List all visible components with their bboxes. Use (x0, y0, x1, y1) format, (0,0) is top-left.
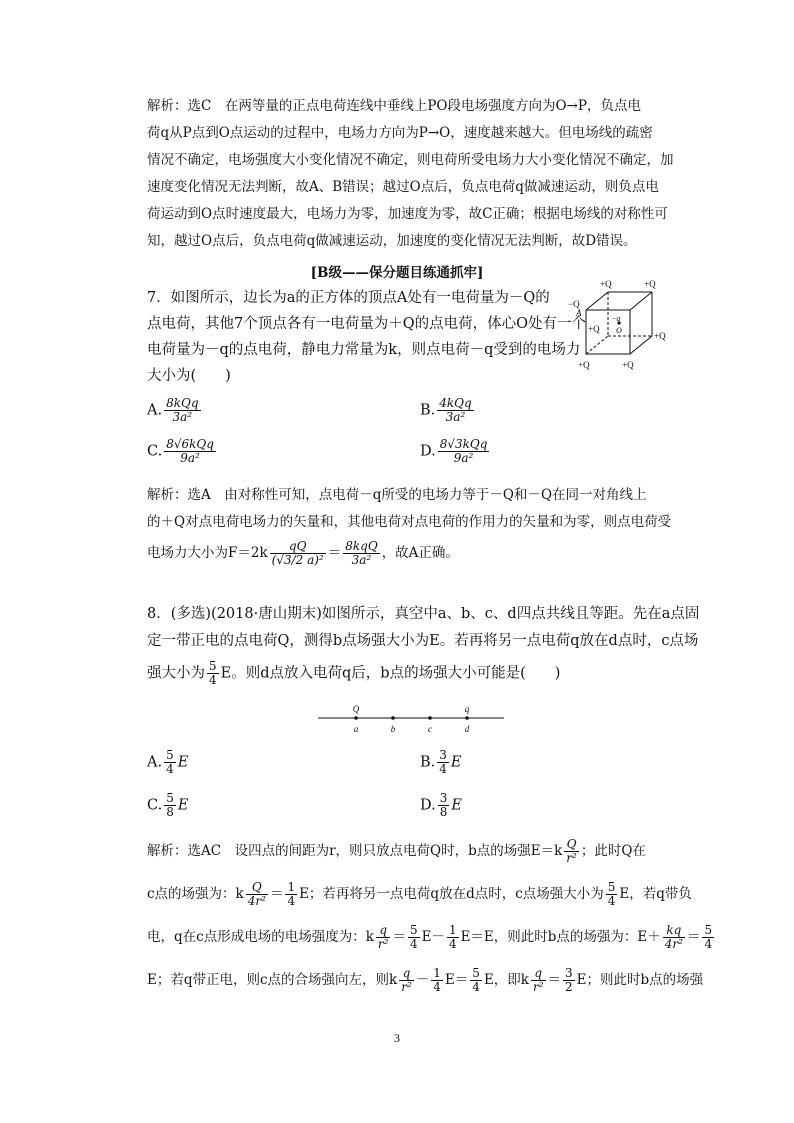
q7-line1: 7．如图所示，边长为a的正方体的顶点A处有一电荷量为－Q的 (147, 290, 550, 306)
analysis6-line6: 知，越过O点后，负点电荷q做减速运动，加速度的变化情况无法判断，故D错误。 (147, 233, 637, 249)
q8-line1: 8．(多选)(2018·唐山期末)如图所示，真空中a、b、c、d四点共线且等距。先在a点固 (147, 606, 700, 622)
q8-analysis-line4: E；若q带正电，则c点的合场强向左，则k $\frac{q}{\text{r²}}$ － $\frac{1}{4}$ E＝ $\frac{5}{4}$ E，即k $\frac{q}{\text{r²}}$ ＝ $\frac{3}{2}$ E；则此时b点的场强 (147, 966, 704, 994)
q7-analysis-line3: 电场力大小为F＝2k $\frac{qQ}{\text{(√3/2 a)²}}$ ＝ $\frac{\text{8kqQ}}{\text{3a²}}$ ，故A正确。 (147, 539, 459, 567)
cube-label-left-q: −Q (568, 299, 580, 309)
point-a-label: a (353, 724, 359, 734)
point-d-label: d (464, 724, 470, 734)
q7-option-d[interactable]: D. $\frac{\text{8√3kQq}}{\text{9a²}}$ (420, 437, 488, 465)
q8-option-c[interactable]: C. $\frac{5}{8}$ E (147, 791, 189, 819)
cube-label-bot-q2: +Q (622, 360, 634, 370)
cube-label-o: O (616, 326, 622, 335)
analysis6-line3: 情况不确定，电场强度大小变化情况不确定，则电荷所受电场力大小变化情况不确定，加 (147, 152, 674, 168)
page-number: 3 (394, 1031, 400, 1045)
q8-analysis-line3: 电，q在c点形成电场的电场强度为：k $\frac{q}{\text{r²}}$ ＝ $\frac{5}{4}$ E－ $\frac{1}{4}$ E＝E，则此时b点的场强为：E＋ $\frac{kq}{\text{4r²}}$ ＝ $\frac{5}{4}$ (147, 923, 713, 951)
q7-line3: 电荷量为－q的点电荷，静电力常量为k，则点电荷－q受到的电场力 (147, 342, 581, 358)
q7-option-a[interactable]: A. $\frac{\text{8kQq}}{\text{3a²}}$ (147, 396, 199, 424)
cube-label-top-q2: +Q (644, 279, 656, 289)
line-figure (318, 700, 504, 738)
cube-label-bot-q1: +Q (578, 360, 590, 370)
analysis6-line4: 速度变化情况无法判断，故A、B错误；越过O点后，负点电荷q做减速运动，则负点电 (147, 179, 659, 195)
cube-label-top-q1: +Q (600, 279, 612, 289)
q7-option-b[interactable]: B. $\frac{\text{4kQq}}{\text{3a²}}$ (420, 396, 472, 424)
q8-analysis-line1: 解析：选AC 设四点的间距为r，则只放点电荷Q时，b点的场强E＝k $\frac{Q}{\text{r²}}$ ；此时Q在 (147, 837, 646, 865)
q8-option-a[interactable]: A. $\frac{5}{4}$ E (147, 748, 189, 776)
q8-option-b[interactable]: B. $\frac{3}{4}$ E (420, 748, 462, 776)
q8-line3: 强大小为 $\frac{5}{4}$ E。则d点放入电荷q后，b点的场强大小可能是( ) (147, 659, 561, 687)
analysis6-line2: 荷q从P点到O点运动的过程中，电场力方向为P→O，速度越来越大。但电场线的疏密 (147, 125, 653, 141)
analysis6-line1: 解析：选C 在两等量的正点电荷连线中垂线上PO段电场强度方向为O→P，负点电 (147, 98, 641, 114)
cube-label-mid-q: +Q (588, 324, 600, 334)
cube-figure (566, 276, 670, 372)
q7-line4: 大小为( ) (147, 368, 231, 384)
line-label-q: q (464, 704, 470, 714)
analysis6-line5: 荷运动到O点时速度最大，电场力为零，加速度为零，故C正确；根据电场线的对称性可 (147, 206, 668, 222)
section-title: [B级——保分题目练通抓牢] (310, 265, 484, 281)
q8-line2: 定一带正电的点电荷Q，测得b点场强大小为E。若再将另一点电荷q放在d点时，c点场 (147, 633, 699, 649)
q8-analysis-line2: c点的场强为：k $\frac{Q}{\text{4r²}}$ ＝ $\frac{1}{4}$ E；若再将另一点电荷q放在d点时，c点场强大小为 $\frac{5}{4}$ E，若q带负 (147, 880, 692, 908)
cube-label-q: −q (611, 314, 621, 323)
q8-option-d[interactable]: D. $\frac{3}{8}$ E (420, 791, 462, 819)
cube-label-a: A (576, 308, 582, 318)
point-c-label: c (428, 724, 432, 734)
cube-label-right-q: +Q (654, 331, 666, 341)
point-b-label: b (390, 724, 396, 734)
q7-line2: 点电荷，其他7个顶点各有一电荷量为＋Q的点电荷，体心O处有一个 (147, 316, 586, 332)
q7-analysis-line1: 解析：选A 由对称性可知，点电荷－q所受的电场力等于－Q和－Q在同一对角线上 (147, 487, 647, 503)
q7-option-c[interactable]: C. $\frac{\text{8√6kQq}}{\text{9a²}}$ (147, 437, 214, 465)
q7-analysis-line2: 的＋Q对点电荷电场力的矢量和，其他电荷对点电荷的作用力的矢量和为零，则点电荷受 (147, 514, 672, 530)
line-label-big-q: Q (352, 704, 360, 714)
